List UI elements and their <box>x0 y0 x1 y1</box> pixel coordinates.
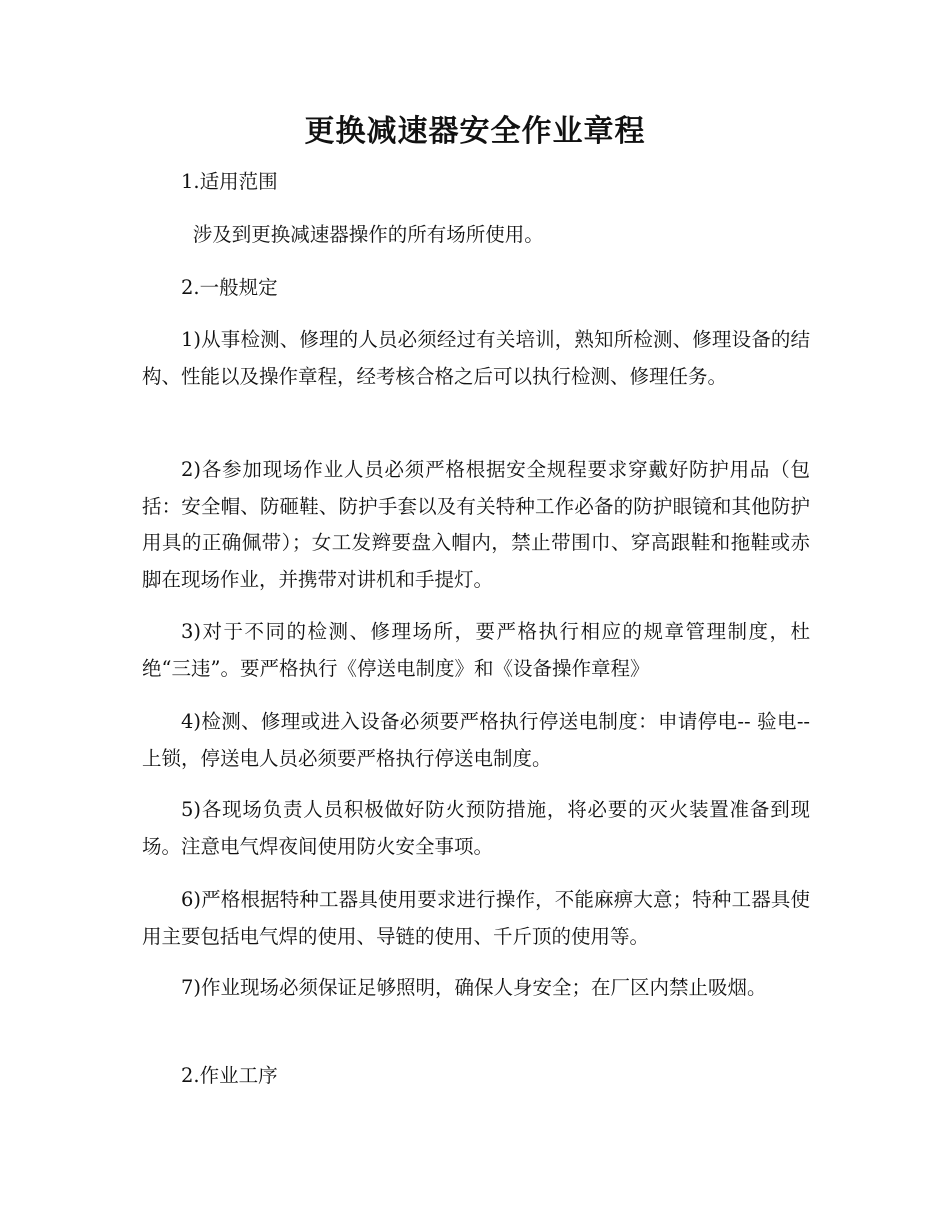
rule-paragraph-1: 1)从事检测、修理的人员必须经过有关培训，熟知所检测、修理设备的结构、性能以及操作章程，经考核合格之后可以执行检测、修理任务。 <box>142 328 810 388</box>
rule-paragraph-3: 3)对于不同的检测、修理场所，要严格执行相应的规章管理制度，杜绝“三违”。要严格执行《停送电制度》和《设备操作章程》 <box>142 620 810 680</box>
rule-paragraph-5: 5)各现场负责人员积极做好防火预防措施，将必要的灭火装置准备到现场。注意电气焊夜间使用防火安全事项。 <box>142 798 810 858</box>
document-title: 更换减速器安全作业章程 <box>304 114 646 149</box>
rule-paragraph-6: 6)严格根据特种工器具使用要求进行操作，不能麻痹大意；特种工器具使用主要包括电气焊的使用、导链的使用、千斤顶的使用等。 <box>142 888 810 948</box>
rule-paragraph-2: 2)各参加现场作业人员必须严格根据安全规程要求穿戴好防护用品（包括：安全帽、防砸鞋、防护手套以及有关特种工作必备的防护眼镜和其他防护用具的正确佩带）；女工发辫要盘入帽内，禁止带围巾、穿高跟鞋和拖鞋或赤脚在现场作业，并携带对讲机和手提灯。 <box>142 458 810 591</box>
section-heading-general: 2.一般规定 <box>181 276 278 299</box>
rule-paragraph-7: 7)作业现场必须保证足够照明，确保人身安全；在厂区内禁止吸烟。 <box>181 976 767 999</box>
section-heading-scope: 1.适用范围 <box>181 170 278 193</box>
scope-paragraph: 涉及到更换减速器操作的所有场所使用。 <box>192 223 544 246</box>
rule-paragraph-4: 4)检测、修理或进入设备必须要严格执行停送电制度：申请停电-- 验电--上锁，停送电人员必须要严格执行停送电制度。 <box>142 710 810 770</box>
section-heading-procedure: 2.作业工序 <box>181 1064 278 1087</box>
